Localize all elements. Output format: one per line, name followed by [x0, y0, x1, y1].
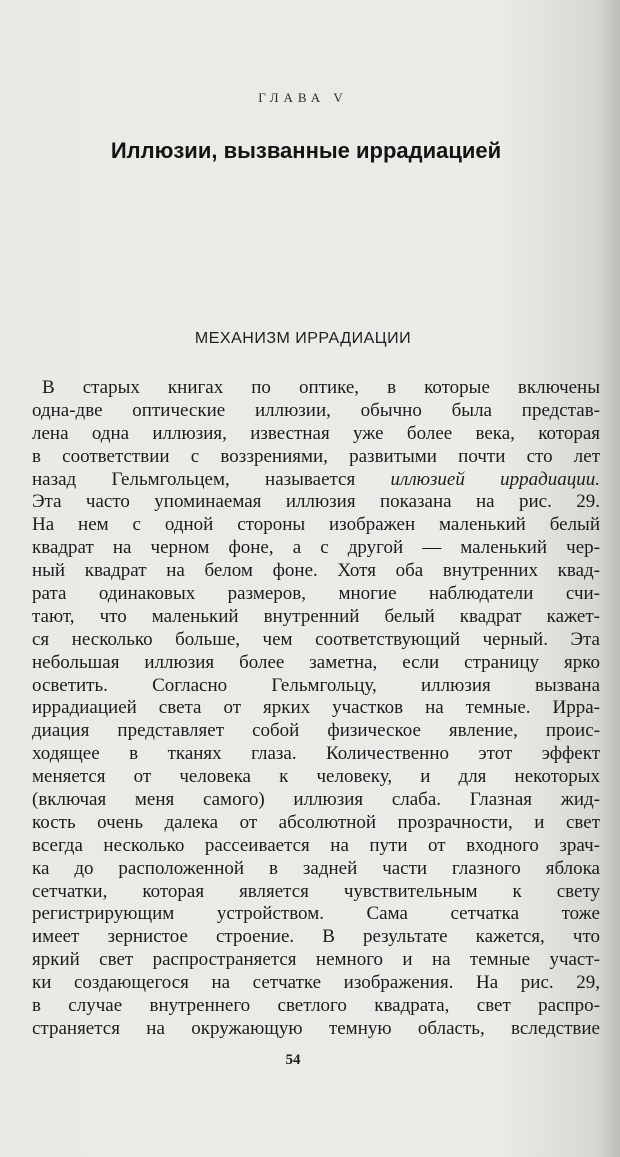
body-text [32, 377, 600, 1041]
text-line: всегда несколько рассеивается на пути от входного зрач- [32, 834, 600, 856]
text-line: меняется от человека к человеку, и для некоторых [32, 766, 600, 788]
text-line: лена одна иллюзия, известная уже более века, которая [32, 422, 600, 444]
text-line: ка до расположенной в задней части глазного яблока [32, 857, 600, 879]
text-line: ный квадрат на белом фоне. Хотя оба внутренних квад- [32, 560, 600, 582]
text-line: ки создающегося на сетчатке изображения. На рис. 29, [32, 972, 600, 994]
text-line: диация представляет собой физическое явление, проис- [32, 720, 600, 742]
chapter-label: ГЛАВА V [258, 90, 348, 105]
text-line: кость очень далека от абсолютной прозрачности, и свет [32, 811, 600, 833]
text-line: (включая меня самого) иллюзия слаба. Глазная жид- [32, 789, 600, 811]
text-line: осветить. Согласно Гельмгольцу, иллюзия вызвана [32, 674, 600, 696]
text-line: в соответствии с воззрениями, развитыми почти сто лет [32, 445, 600, 467]
text-line: небольшая иллюзия более заметна, если страницу ярко [32, 651, 600, 673]
text-line: ся несколько больше, чем соответствующий черный. Эта [32, 628, 600, 650]
text-line: В старых книгах по оптике, в которые включены [42, 377, 600, 398]
text-line: в случае внутреннего светлого квадрата, свет распро- [32, 995, 600, 1017]
text-line: страняется на окружающую темную область, вследствие [32, 1017, 600, 1039]
text-line: квадрат на черном фоне, а с другой — маленький чер- [32, 537, 600, 559]
text-line: яркий свет распространяется немного и на темные участ- [32, 949, 600, 971]
text-line: одна-две оптические иллюзии, обычно была представ- [32, 399, 600, 421]
text-line-part: назад Гельмгольцем, называется [32, 468, 356, 490]
text-line: сетчатки, которая является чувствительным к свету [32, 880, 600, 902]
text-line: имеет зернистое строение. В результате кажется, что [32, 926, 600, 948]
text-line: регистрирующим устройством. Сама сетчатка тоже [32, 903, 600, 925]
text-line-with-term [32, 469, 600, 492]
text-line: рата одинаковых размеров, многие наблюдатели счи- [32, 583, 600, 605]
italic-term: иллюзией иррадиации. [390, 468, 600, 490]
text-line: тают, что маленький внутренний белый квадрат кажет- [32, 605, 600, 627]
text-line: Эта часто упоминаемая иллюзия показана на рис. 29. [32, 491, 600, 513]
page-number: 54 [285, 1052, 301, 1068]
text-line: На нем с одной стороны изображен маленький белый [32, 514, 600, 536]
text-line: ходящее в тканях глаза. Количественно этот эффект [32, 743, 600, 765]
chapter-title: Иллюзии, вызванные иррадиацией [110, 138, 502, 163]
text-line: иррадиацией света от ярких участков на темные. Ирра- [32, 697, 600, 719]
section-heading: МЕХАНИЗМ ИРРАДИАЦИИ [194, 330, 412, 347]
